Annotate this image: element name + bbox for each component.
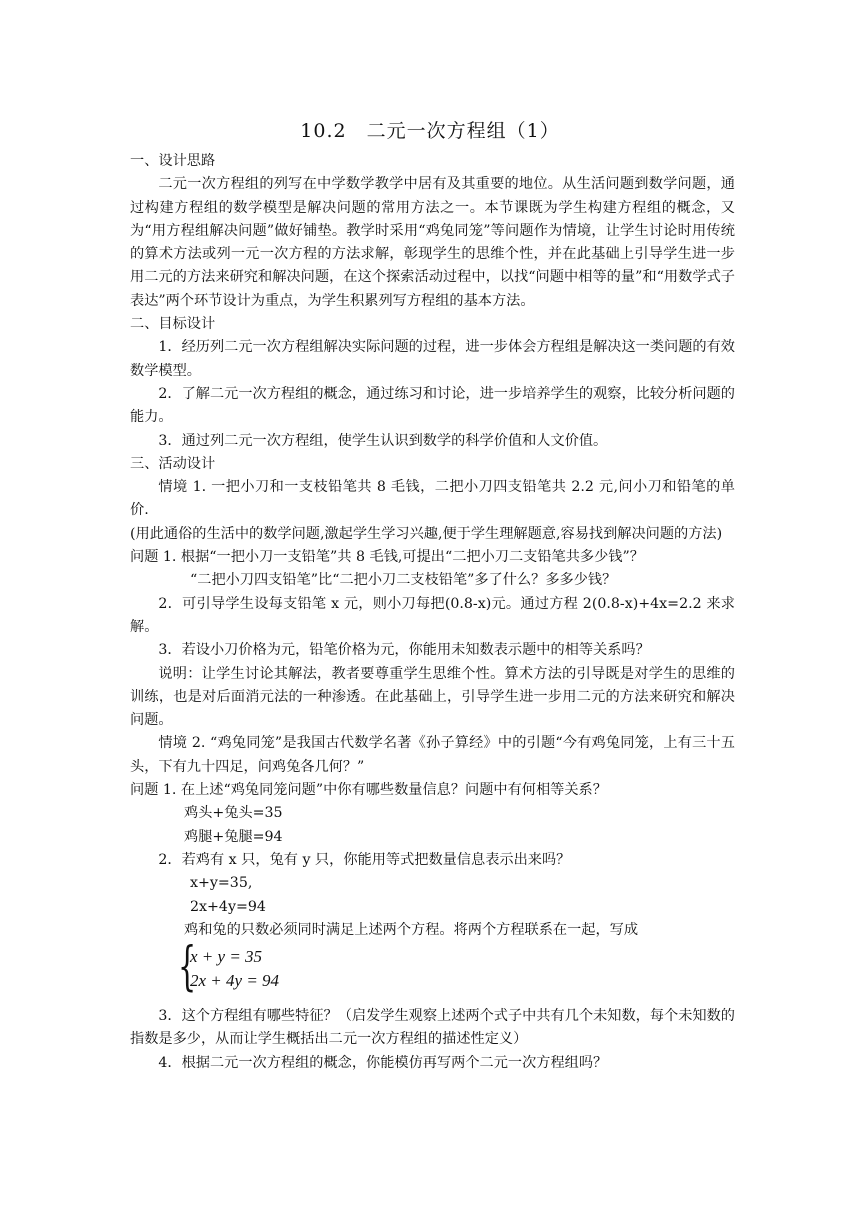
question-3: 3．若设小刀价格为元，铅笔价格为元，你能用未知数表示题中的相等关系吗？ bbox=[158, 642, 650, 659]
system-equation-2: 2x + 4y = 94 bbox=[190, 971, 280, 991]
scene-2-question-1: 问题 1. 在上述“鸡兔同笼问题”中你有哪些数量信息？问题中有何相等关系？ bbox=[130, 782, 607, 799]
combine-text: 鸡和兔的只数必须同时满足上述两个方程。将两个方程联系在一起，写成 bbox=[184, 921, 639, 938]
brace-symbol: { bbox=[178, 937, 197, 998]
section-heading-goals: 二、目标设计 bbox=[130, 316, 216, 333]
section-heading-activities: 三、活动设计 bbox=[130, 455, 216, 472]
scene-2-question-3: 3．这个方程组有哪些特征？（启发学生观察上述两个式子中共有几个未知数，每个未知数的指数是多少，从而让学生概括出二元一次方程组的描述性定义） bbox=[130, 1008, 735, 1048]
system-equation-1: x + y = 35 bbox=[190, 947, 263, 967]
question-2: 2．可引导学生设每支铅笔 x 元，则小刀每把(0.8-x)元。通过方程 2(0.8-x)+4x=2.2 来求解。 bbox=[130, 595, 735, 635]
equation-system bbox=[178, 937, 318, 998]
scene-2-question-2: 2．若鸡有 x 只，兔有 y 只，你能用等式把数量信息表示出来吗？ bbox=[158, 851, 571, 868]
relation-heads: 鸡头+兔头=35 bbox=[184, 805, 283, 822]
question-1: 问题 1. 根据“一把小刀一支铅笔”共 8 毛钱,可提出“二把小刀二支铅笔共多少钱”？ bbox=[130, 549, 644, 566]
relation-legs: 鸡腿+兔腿=94 bbox=[184, 828, 283, 845]
equation-a: x+y=35, bbox=[190, 875, 253, 892]
equation-b: 2x+4y=94 bbox=[190, 898, 266, 915]
goal-item: 2．了解二元一次方程组的概念，通过练习和讨论，进一步培养学生的观察，比较分析问题的能力。 bbox=[130, 385, 735, 426]
scene-2-question-4: 4．根据二元一次方程组的概念，你能模仿再写两个二元一次方程组吗？ bbox=[158, 1054, 608, 1071]
scene-1: 情境 1. 一把小刀和一支枝铅笔共 8 毛钱，二把小刀四支铅笔共 2.2 元,问小刀和铅笔的单价. bbox=[130, 479, 735, 519]
design-paragraph: 二元一次方程组的列写在中学数学教学中居有及其重要的地位。从生活问题到数学问题，通过构建方程组的数学模型是解决问题的常用方法之一。本节课既为学生构建方程组的概念，又为“用方程组解决问题”做好铺垫。教学时采用“鸡兔同笼”等问题作为情境，让学生讨论时用传统的算术方法或列一元一次方程的方法求解，彰现学生的思维个性，并在此基础上引导学生进一步用二元的方法来研究和解决问题，在这个探索活动过程中，以找“问题中相等的量”和“用数学式子表达”两个环节设计为重点，为学生积累列写方程组的基本方法。 bbox=[130, 176, 735, 309]
goal-item: 3．通过列二元一次方程组，使学生认识到数学的科学价值和人文价值。 bbox=[158, 432, 608, 449]
scene-1-note: (用此通俗的生活中的数学问题,激起学生学习兴趣,便于学生理解题意,容易找到解决问题的方法) bbox=[130, 525, 723, 542]
section-heading-design: 一、设计思路 bbox=[130, 153, 216, 169]
goal-item: 1．经历列二元一次方程组解决实际问题的过程，进一步体会方程组是解决这一类问题的有效数学模型。 bbox=[130, 339, 735, 379]
page-title: 10.2 二元一次方程组（1） bbox=[300, 120, 560, 142]
teaching-note: 说明：让学生讨论其解法，教者要尊重学生思维个性。算术方法的引导既是对学生的思维的训练，也是对后面消元法的一种渗透。在此基础上，引导学生进一步用二元的方法来研究和解决问题。 bbox=[130, 665, 735, 729]
question-1-followup: “二把小刀四支铅笔”比“二把小刀二支枝铅笔”多了什么？多多少钱？ bbox=[190, 572, 617, 589]
document-body bbox=[130, 150, 735, 1075]
scene-2: 情境 2. “鸡兔同笼”是我国古代数学名著《孙子算经》中的引题“今有鸡兔同笼，上有三十五头，下有九十四足，问鸡兔各几何？” bbox=[130, 735, 735, 775]
